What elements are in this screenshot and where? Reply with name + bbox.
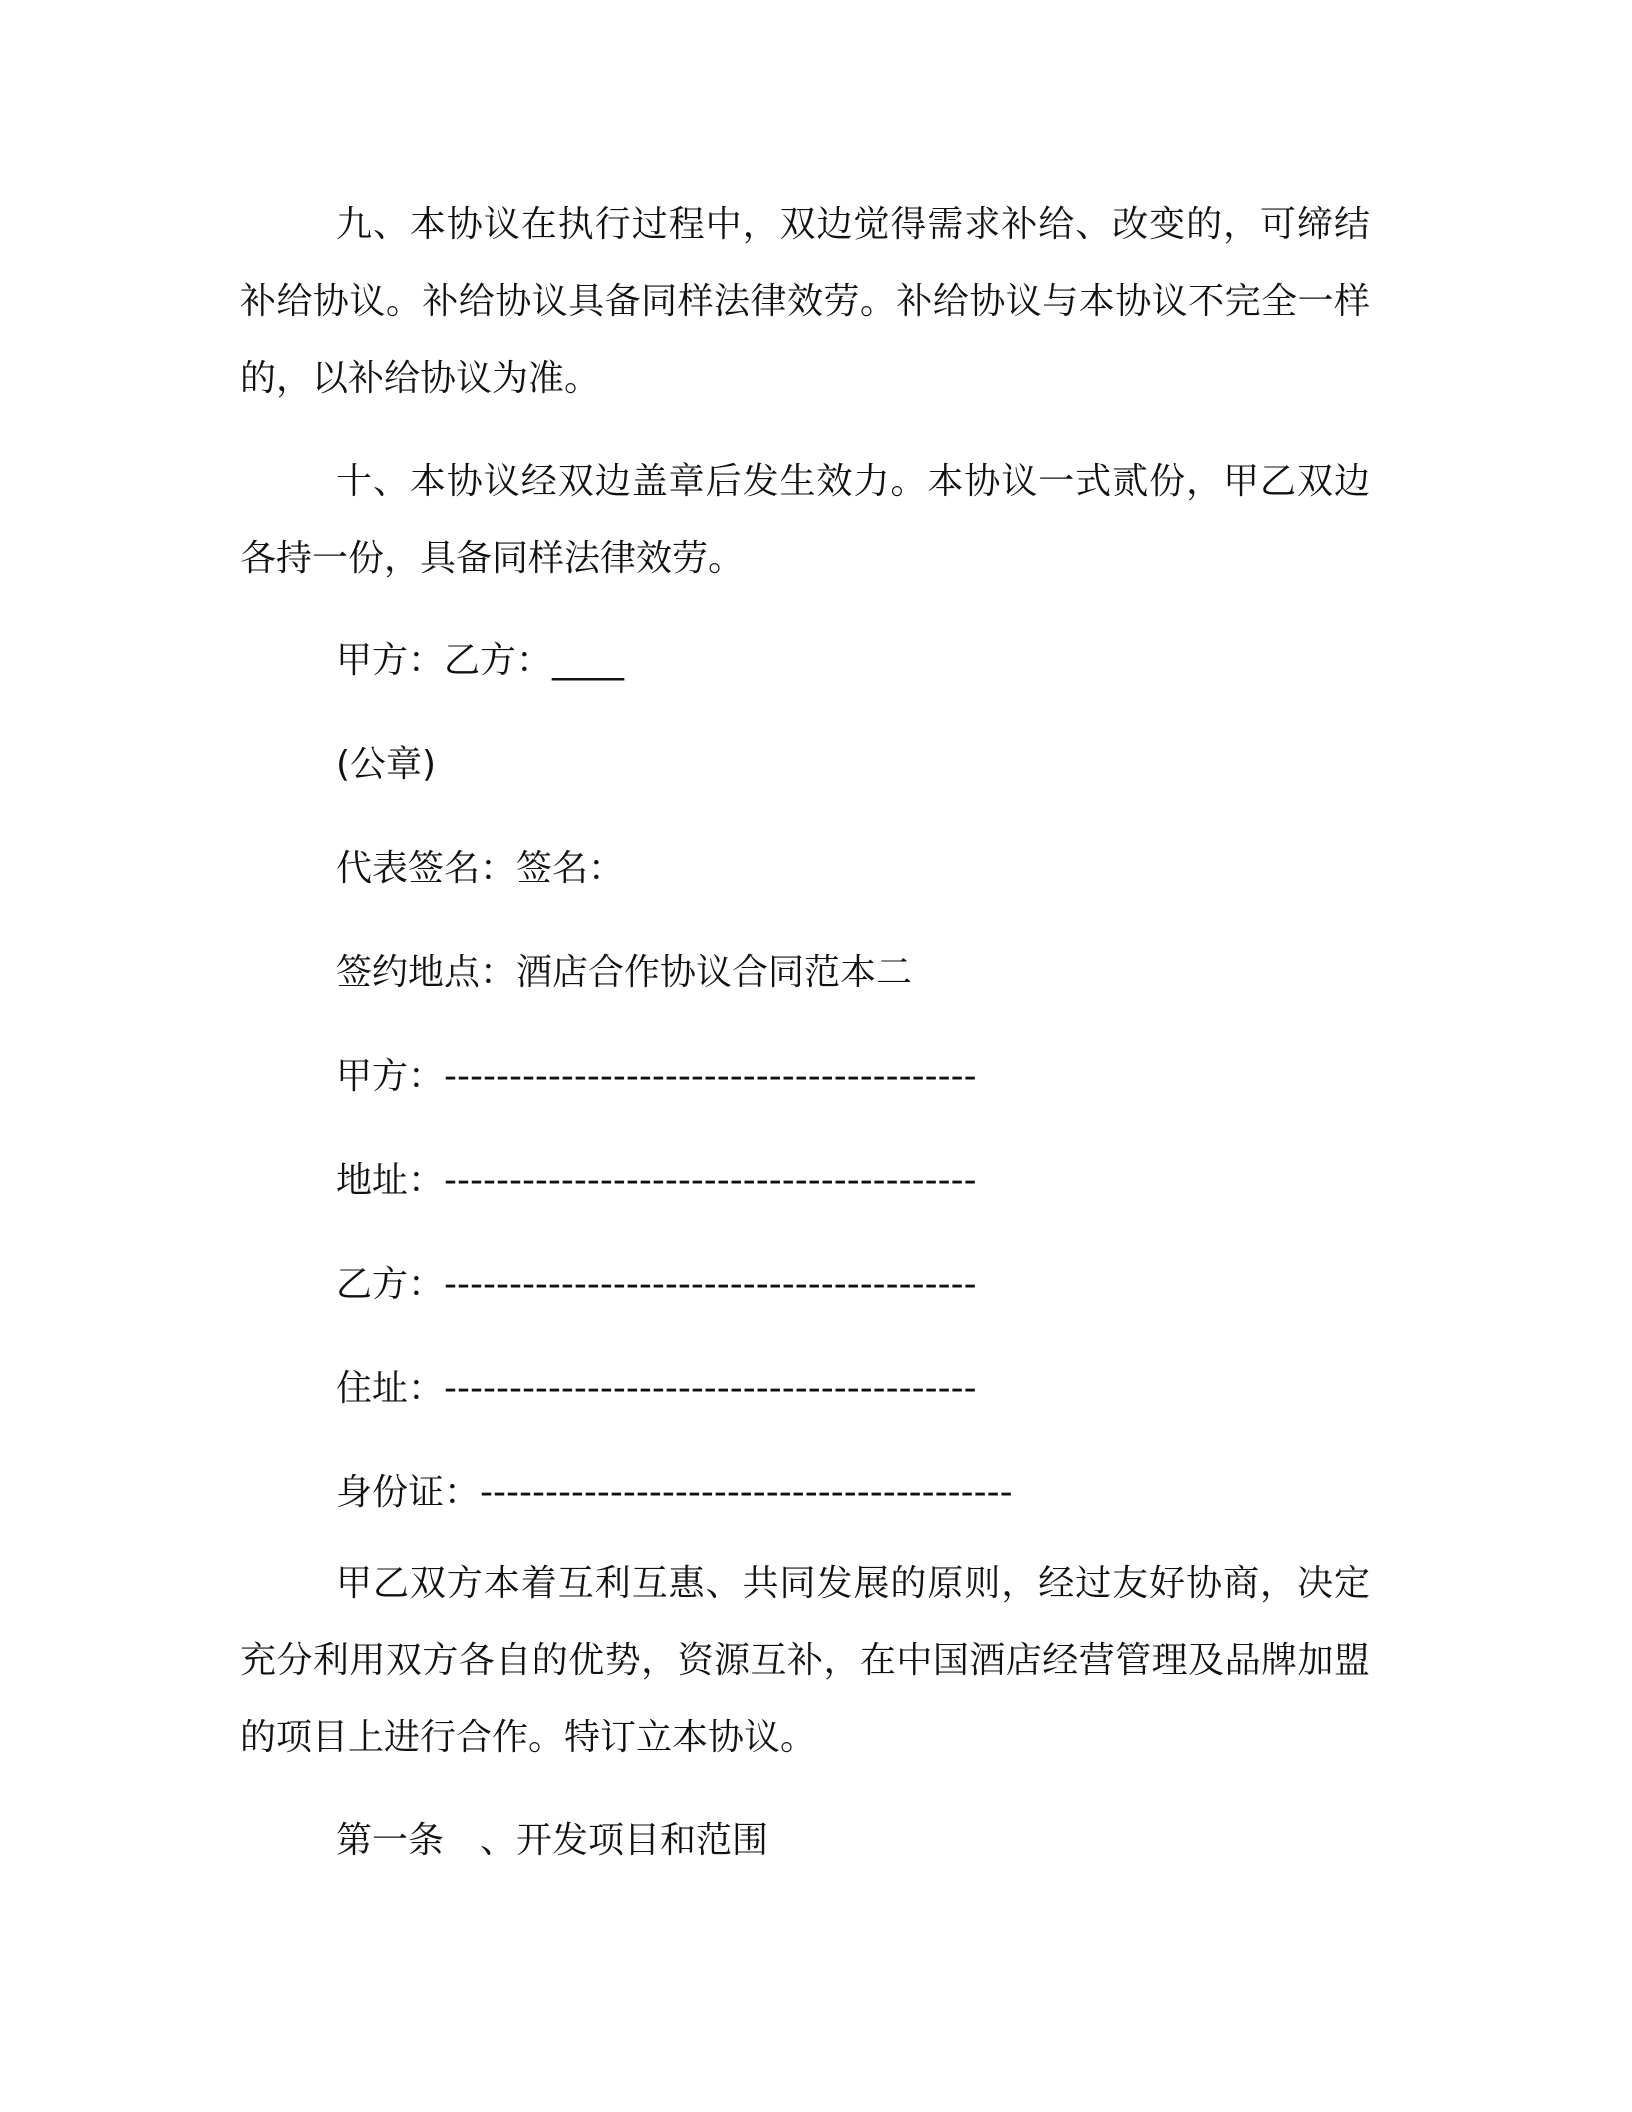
party-a-field: 甲方：-----------------------------------------: [336, 1056, 977, 1097]
preamble-paragraph: 甲乙双方本着互利互惠、共同发展的原则，经过友好协商，决定充分利用双方各自的优势，资源互补，在中国酒店经营管理及品牌加盟的项目上进行合作。特订立本协议。: [240, 1563, 1370, 1758]
signature-parties-line: 甲方：乙方：____: [336, 640, 625, 681]
paragraph-article-10: 十、本协议经双边盖章后发生效力。本协议一式贰份，甲乙双边各持一份，具备同样法律效劳。: [240, 461, 1370, 579]
representative-signature-line: 代表签名：签名：: [336, 848, 625, 889]
document-body: [240, 186, 1370, 1879]
address-field: 地址：-----------------------------------------: [336, 1160, 977, 1201]
seal-line: (公章): [336, 744, 437, 785]
party-b-field: 乙方：-----------------------------------------: [336, 1264, 977, 1305]
residence-field: 住址：-----------------------------------------: [336, 1368, 977, 1409]
signing-place-line: 签约地点：酒店合作协议合同范本二: [336, 952, 913, 993]
clause-1-heading: 第一条 、开发项目和范围: [336, 1820, 769, 1861]
id-card-field: 身份证：-----------------------------------------: [336, 1472, 1013, 1513]
paragraph-article-9: 九、本协议在执行过程中，双边觉得需求补给、改变的，可缔结补给协议。补给协议具备同样法律效劳。补给协议与本协议不完全一样的，以补给协议为准。: [240, 204, 1370, 399]
